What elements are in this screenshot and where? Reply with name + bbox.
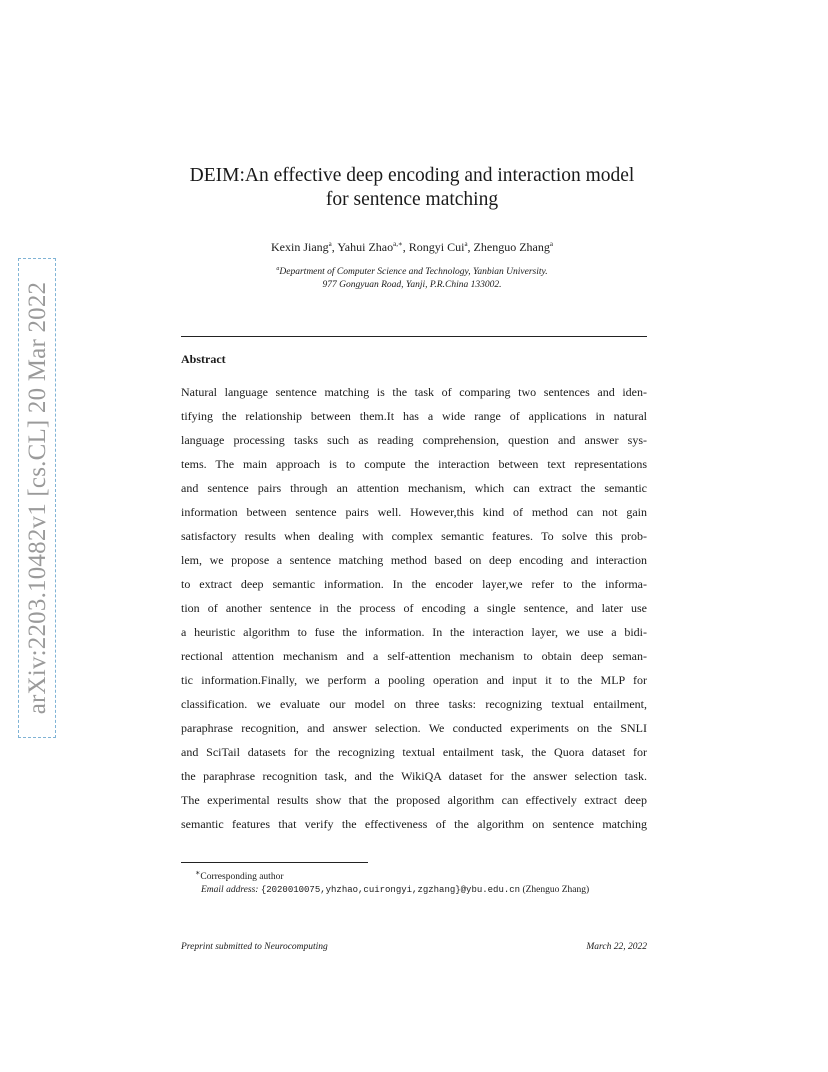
email-owner: (Zhenguo Zhang) [522, 885, 590, 896]
abstract-line: to extract deep semantic information. In the encoder layer,we refer to the informa- [181, 577, 647, 591]
footnote-rule [181, 862, 368, 863]
paper-title [150, 164, 674, 212]
author-separator: , [331, 240, 338, 254]
email-address: {2020010075,yhzhao,cuirongyi,zgzhang}@ybu.edu.cn [260, 885, 521, 896]
abstract-line: language processing tasks such as reading comprehension, question and answer sys- [181, 433, 647, 447]
abstract-body [181, 380, 647, 836]
author-mark: a,∗ [393, 240, 403, 248]
abstract-line: tems. The main approach is to compute the interaction between text representations [181, 457, 647, 471]
footnote-mark: ∗ [195, 868, 201, 877]
abstract-line: Natural language sentence matching is the task of comparing two sentences and iden- [181, 385, 647, 399]
abstract-heading: Abstract [181, 352, 226, 366]
abstract-line: and SciTail datasets for the recognizing textual entailment task, the Quora dataset for [181, 745, 647, 759]
arxiv-id: arXiv:2203.10482v1 [cs.CL] 20 Mar 2022 [18, 258, 56, 738]
email-label: Email address: [201, 885, 259, 896]
abstract-line: semantic features that verify the effectiveness of the algorithm on sentence matching [181, 817, 647, 831]
abstract-line: information between sentence pairs well. However,this kind of method can not gain [181, 505, 647, 519]
title-line-1: DEIM:An effective deep encoding and interaction model [189, 165, 635, 186]
title-line-2: for sentence matching [325, 189, 499, 210]
author-name: Kexin Jiang [271, 240, 329, 254]
abstract-line: tifying the relationship between them.It has a wide range of applications in natural [181, 409, 647, 423]
preprint-date: March 22, 2022 [586, 942, 647, 952]
arxiv-watermark [18, 258, 56, 738]
footnote [181, 866, 647, 897]
abstract-line: tic information.Finally, we perform a pooling operation and input it to the MLP for [181, 673, 647, 687]
abstract-line: lem, we propose a sentence matching method based on deep encoding and interaction [181, 553, 647, 567]
author-separator: , [467, 240, 474, 254]
abstract-line: classification. we evaluate our model on three tasks: recognizing textual entailment, [181, 697, 647, 711]
author-name: Zhenguo Zhang [473, 240, 550, 254]
preprint-note: Preprint submitted to Neurocomputing [181, 942, 328, 952]
abstract-line: the paraphrase recognition task, and the WikiQA dataset for the answer selection task. [181, 769, 647, 783]
abstract-line: satisfactory results when dealing with complex semantic features. To solve this prob- [181, 529, 647, 543]
abstract-line: tion of another sentence in the process of encoding a single sentence, and later use [181, 601, 647, 615]
author-list [160, 236, 664, 255]
footnote-email [181, 884, 647, 897]
abstract-line: rectional attention mechanism and a self-attention mechanism to obtain deep seman- [181, 649, 647, 663]
abstract-line: paraphrase recognition, and answer selection. We conducted experiments on the SNLI [181, 721, 647, 735]
abstract-rule [181, 336, 647, 337]
affiliation-line-2: 977 Gongyuan Road, Yanji, P.R.China 133002. [322, 280, 502, 291]
affiliation-mark: a [276, 266, 280, 272]
author-mark: a [464, 240, 468, 248]
footnote-corresponding: ∗Corresponding author [195, 868, 284, 883]
abstract-line: and sentence pairs through an attention mechanism, which can extract the semantic [181, 481, 647, 495]
abstract-line: a heuristic algorithm to fuse the information. In the interaction layer, we use a bidi- [181, 625, 647, 639]
affiliation [160, 263, 664, 292]
abstract-line: The experimental results show that the proposed algorithm can effectively extract deep [181, 793, 647, 807]
author-name: Yahui Zhao [337, 240, 394, 254]
affiliation-line-1: $^a$Department of Computer Science and Technology, Yanbian University. [276, 266, 548, 278]
author-mark: a [549, 240, 553, 248]
author-mark: a [328, 240, 332, 248]
author-separator: , [402, 240, 409, 254]
author-name: Rongyi Cui [408, 240, 465, 254]
